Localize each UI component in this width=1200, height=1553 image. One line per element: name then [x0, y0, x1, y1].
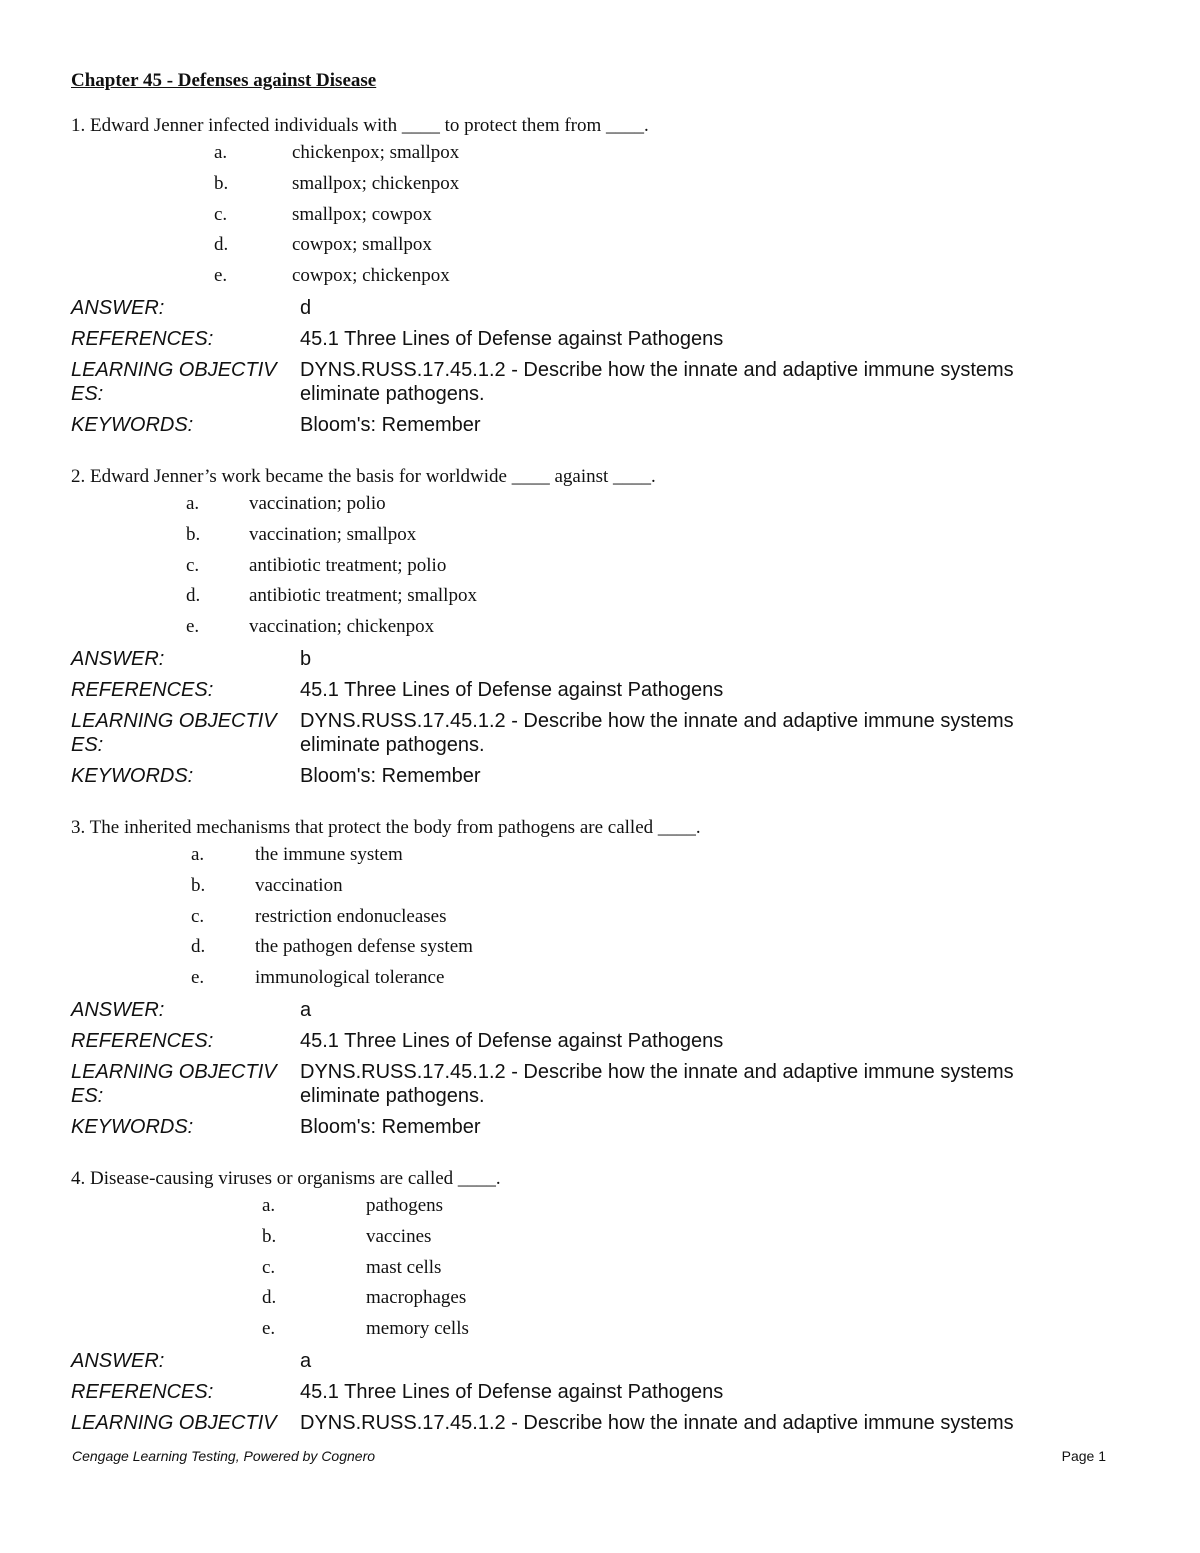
option-letter: d.	[262, 1287, 277, 1308]
option-text: mast cells	[366, 1257, 442, 1278]
keywords-value: Bloom's: Remember	[300, 765, 481, 787]
references-value: 45.1 Three Lines of Defense against Pathogens	[300, 679, 724, 701]
option-letter: a.	[186, 493, 200, 514]
option-text: memory cells	[366, 1318, 469, 1339]
option-text: vaccination	[255, 875, 343, 896]
option-letter: d.	[214, 234, 229, 255]
option-letter: e.	[191, 967, 205, 988]
question-stem: 4. Disease-causing viruses or organisms are called ____.	[71, 1168, 501, 1189]
answer-value: b	[300, 648, 312, 670]
option-letter: e.	[262, 1318, 276, 1339]
learning-objective-value: DYNS.RUSS.17.45.1.2 - Describe how the innate and adaptive immune systems	[300, 359, 1014, 381]
learning-objectives-label: LEARNING OBJECTIV	[71, 1061, 277, 1083]
option-text: antibiotic treatment; smallpox	[249, 585, 477, 606]
keywords-value: Bloom's: Remember	[300, 1116, 481, 1138]
learning-objectives-label: LEARNING OBJECTIV	[71, 710, 277, 732]
option-text: vaccination; chickenpox	[249, 616, 435, 637]
keywords-label: KEYWORDS:	[71, 765, 194, 787]
option-text: smallpox; cowpox	[292, 204, 432, 225]
learning-objective-value-cont: eliminate pathogens.	[300, 734, 485, 756]
answer-label: ANSWER:	[71, 999, 165, 1021]
learning-objectives-label: LEARNING OBJECTIV	[71, 359, 277, 381]
option-text: vaccination; polio	[249, 493, 386, 514]
references-label: REFERENCES:	[71, 679, 214, 701]
references-label: REFERENCES:	[71, 328, 214, 350]
references-value: 45.1 Three Lines of Defense against Pathogens	[300, 1381, 724, 1403]
learning-objective-value: DYNS.RUSS.17.45.1.2 - Describe how the innate and adaptive immune systems	[300, 710, 1014, 732]
answer-label: ANSWER:	[71, 648, 165, 670]
option-text: vaccination; smallpox	[249, 524, 417, 545]
option-text: smallpox; chickenpox	[292, 173, 460, 194]
learning-objective-value: DYNS.RUSS.17.45.1.2 - Describe how the innate and adaptive immune systems	[300, 1412, 1014, 1434]
option-letter: a.	[262, 1195, 276, 1216]
references-value: 45.1 Three Lines of Defense against Pathogens	[300, 328, 724, 350]
learning-objectives-label-cont: ES:	[71, 1085, 104, 1107]
option-text: pathogens	[366, 1195, 444, 1216]
learning-objectives-label-cont: ES:	[71, 383, 104, 405]
learning-objective-value-cont: eliminate pathogens.	[300, 383, 485, 405]
option-text: cowpox; smallpox	[292, 234, 432, 255]
references-label: REFERENCES:	[71, 1381, 214, 1403]
chapter-title: Chapter 45 - Defenses against Disease	[71, 70, 377, 91]
answer-value: a	[300, 1350, 312, 1372]
references-value: 45.1 Three Lines of Defense against Pathogens	[300, 1030, 724, 1052]
question-stem: 1. Edward Jenner infected individuals with ____ to protect them from ____.	[71, 115, 649, 136]
question-stem: 2. Edward Jenner’s work became the basis for worldwide ____ against ____.	[71, 466, 656, 487]
learning-objective-value: DYNS.RUSS.17.45.1.2 - Describe how the innate and adaptive immune systems	[300, 1061, 1014, 1083]
option-letter: b.	[262, 1226, 277, 1247]
option-letter: c.	[191, 906, 205, 927]
keywords-label: KEYWORDS:	[71, 1116, 194, 1138]
keywords-value: Bloom's: Remember	[300, 414, 481, 436]
option-letter: b.	[214, 173, 229, 194]
option-text: the immune system	[255, 844, 403, 865]
option-text: cowpox; chickenpox	[292, 265, 450, 286]
option-text: vaccines	[366, 1226, 432, 1247]
answer-label: ANSWER:	[71, 297, 165, 319]
option-letter: d.	[191, 936, 206, 957]
keywords-label: KEYWORDS:	[71, 414, 194, 436]
option-letter: a.	[191, 844, 205, 865]
option-letter: a.	[214, 142, 228, 163]
learning-objective-value-cont: eliminate pathogens.	[300, 1085, 485, 1107]
option-letter: c.	[262, 1257, 276, 1278]
option-text: chickenpox; smallpox	[292, 142, 460, 163]
option-text: antibiotic treatment; polio	[249, 555, 447, 576]
answer-value: d	[300, 297, 312, 319]
footer-publisher: Cengage Learning Testing, Powered by Cognero	[72, 1448, 376, 1464]
learning-objectives-label: LEARNING OBJECTIV	[71, 1412, 277, 1434]
option-text: the pathogen defense system	[255, 936, 473, 957]
option-letter: b.	[186, 524, 201, 545]
option-letter: c.	[214, 204, 228, 225]
option-letter: d.	[186, 585, 201, 606]
option-text: immunological tolerance	[255, 967, 445, 988]
references-label: REFERENCES:	[71, 1030, 214, 1052]
option-text: macrophages	[366, 1287, 467, 1308]
option-letter: e.	[186, 616, 200, 637]
answer-label: ANSWER:	[71, 1350, 165, 1372]
option-letter: b.	[191, 875, 206, 896]
footer-page-number: Page 1	[1061, 1448, 1106, 1464]
learning-objectives-label-cont: ES:	[71, 734, 104, 756]
option-text: restriction endonucleases	[255, 906, 447, 927]
option-letter: e.	[214, 265, 228, 286]
option-letter: c.	[186, 555, 200, 576]
question-stem: 3. The inherited mechanisms that protect the body from pathogens are called ____.	[71, 817, 701, 838]
answer-value: a	[300, 999, 312, 1021]
